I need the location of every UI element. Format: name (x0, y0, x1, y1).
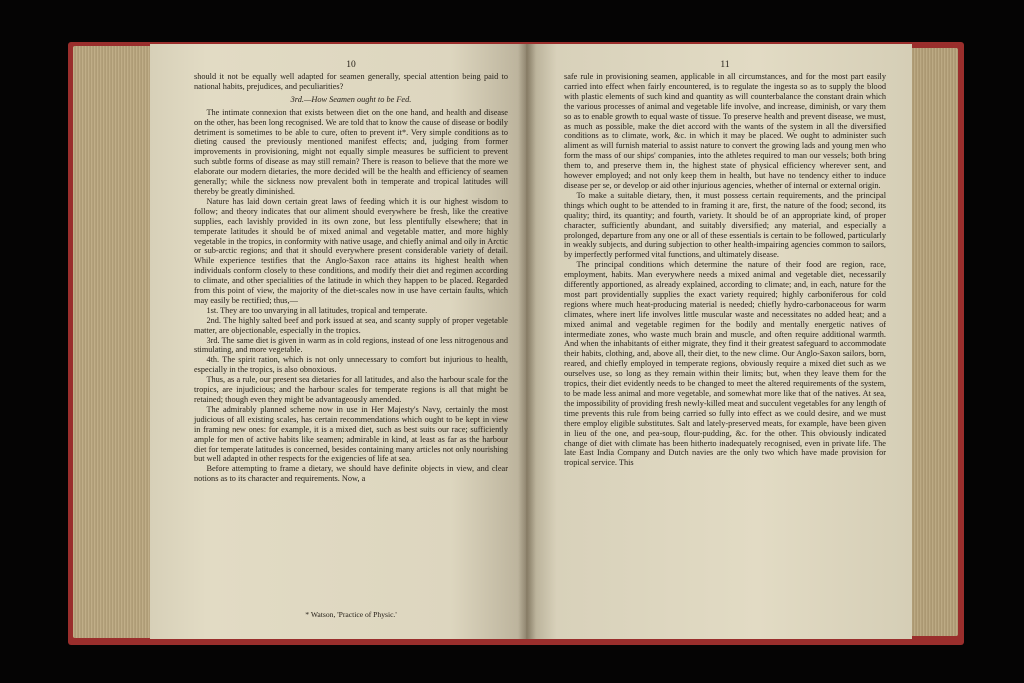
paragraph: The intimate connexion that exists between diet on the one hand, and health and disease on the other, has been long recognised. We are told that to know the cause of disease or bodily detriment is sometimes to be able to cure, often to prevent it*. Very simple conditions as to dieting caused the previously mentioned manifest effects; and, judging from former improvements in provisioning, might not equally simple measures be sufficient to prevent such subtle forms of disease as may still remain? There is reason to believe that the more we elaborate our modern dietaries, the more decided will be the health and efficiency of seamen generally; while the sickness now prevalent both in temperate and tropical latitudes will thereby be greatly diminished. (194, 107, 508, 196)
right-page-text (564, 72, 886, 468)
list-item: 1st. They are too unvarying in all latitudes, tropical and temperate. (206, 305, 428, 315)
paragraph: Before attempting to frame a dietary, we should have definite objects in view, and clear notions as to its character and requirements. Now, a (194, 464, 508, 484)
left-page-edges (73, 46, 155, 638)
paragraph: should it not be equally well adapted for seamen generally, special attention being paid to national habits, prejudices, and peculiarities? (194, 72, 508, 91)
list-item: 3rd. The same diet is given in warm as in cold regions, instead of one less nitrogenous and stimulating, and more vegetable. (194, 335, 508, 355)
left-page (150, 44, 526, 639)
list-item: 4th. The spirit ration, which is not only unnecessary to comfort but injurious to health, especially in the tropics, is also obnoxious. (194, 355, 508, 375)
paragraph: The admirably planned scheme now in use in Her Majesty's Navy, certainly the most judicious of all existing scales, has certain recommendations which ought to be kept in view in framing new ones: for example, it is a mixed diet, such as best suits our race; sufficiently ample for men of active habits like seamen; admirable in kind, at least as far as the harbour diet for temperate latitudes is concerned, besides containing many articles not only nourishing but well adapted in other respects for the exigencies of life at sea. (194, 404, 508, 464)
book-gutter (518, 44, 536, 639)
right-page (526, 44, 912, 639)
page-number: 11 (720, 60, 730, 70)
paragraph: safe rule in provisioning seamen, applicable in all circumstances, and for the most part easily carried into effect when fairly encountered, is to regulate the ingesta so as to supply the blood with plastic elements of such kind and quantity as will counterbalance the constant drain which the various processes of animal and vegetable life involve, and increase, diminish, or vary them so as to enable growth to equal waste of tissue. To preserve health and prevent disease, we must, as much as possible, make the diet accord with the wants of the system in all the diversified conditions as to climate, work, &c. in which it may be placed. We ought to administer such aliment as will furnish material to assist nature to convert the growing lads and young men who form the mass of our ships' companies, into the athletes required to man our vessels; both bring them to, and preserve them in, the highest state of physical efficiency wherever sent, and however employed; and not only keep them in health, but have no tendency either to induce disease per se, or develop or aid other injurious agencies, whether of internal or external origin. (564, 72, 886, 190)
paragraph: Nature has laid down certain great laws of feeding which it is our highest wisdom to follow; and theory indicates that our aliment should everywhere be fresh, like the creative supplies, each lavishly provided in its own zone, but less plentifully elsewhere; that in temperate latitudes it should be of mixed animal and vegetable matter, and more highly vegetable in the tropics, in conformity with native usage, and chiefly animal and oily in Arctic or sub-arctic regions; and that it should everywhere present considerable variety of detail. While experience testifies that the Anglo-Saxon race attains its highest health when individuals conform closely to these conditions, and modify their diet and regimen according to climate, and other specialities of the latitude in which they happen to be placed. Regarded from this point of view, the majority of the diet-scales now in use have certain faults, which may easily be rectified; thus,— (194, 196, 508, 305)
list-item: 2nd. The highly salted beef and pork issued at sea, and scanty supply of proper vegetable matter, are objectionable, especially in the tropics. (194, 315, 508, 335)
footnote: * Watson, 'Practice of Physic.' (305, 610, 397, 619)
paragraph: Thus, as a rule, our present sea dietaries for all latitudes, and also the harbour scale for the tropics, are injudicious; and the harbour scales for temperate regions is all that might be retained; though even they might be advantageously amended. (194, 375, 508, 404)
right-page-edges (908, 48, 958, 636)
section-heading: 3rd.—How Seamen ought to be Fed. (290, 94, 412, 104)
page-number: 10 (346, 60, 356, 70)
left-page-text (194, 72, 508, 484)
paragraph: The principal conditions which determine the nature of their food are region, race, employment, habits. Man everywhere needs a mixed animal and vegetable diet, necessarily differently apportioned, as already explained, according to climate; and, in each, nature for the most part providentially supplies the exact variety required; highly carboniferous for cold regions where much heat-producing material is needed; chiefly hydro-carbonaceous for warm climates, where inert life involves little muscular waste and necessitates no added heat; and a mixed animal and vegetable regimen for the bodily and mentally energetic natives of intermediate zones, who waste much brain and muscle, and often require additional warmth. And when the inhabitants of either migrate, they find it their greatest safeguard to accommodate their habits, clothing, and, above all, their diet, to the new clime. Our Anglo-Saxon sailors, born, reared, and chiefly employed in temperate regions, obviously require a mixed diet such as we ourselves use, so long as they remain within their limits; but, when they leave them for the tropics, their diet evidently needs to be changed to meet the altered requirements of the system, to be made less animal and more vegetable, and somewhat more like that of the natives. At sea, the impossibility of providing fresh newly-killed meat and succulent vegetables for any length of time prevents this rule from being carried so fully into effect as we could desire, and we must there employ eligible substitutes. Salt and lately-preserved meats, for example, have been given in lieu of the one, and pea-soup, flour-pudding, &c. for the other. This obviously indicated change of diet with climate has been hitherto inadequately recognised, even in private life. The late East India Company and Dutch navies are the only two which have made provision for tropical service. This (564, 260, 886, 468)
paragraph: To make a suitable dietary, then, it must possess certain requirements, and the principal things which ought to be attended to in framing it are, first, the nature of the food; second, its quality; third, its quantity; and fourth, variety. It should be of an appropriate kind, of proper character, sufficiently abundant, and suitably diversified; any material, and especially a prolonged, departure from any one or all of these essentials is certain to be followed, particularly in weakly subjects, and during subjection to other health-impairing agencies common to sailors, by imperfectly performed vital functions, and ultimately disease. (564, 190, 886, 260)
